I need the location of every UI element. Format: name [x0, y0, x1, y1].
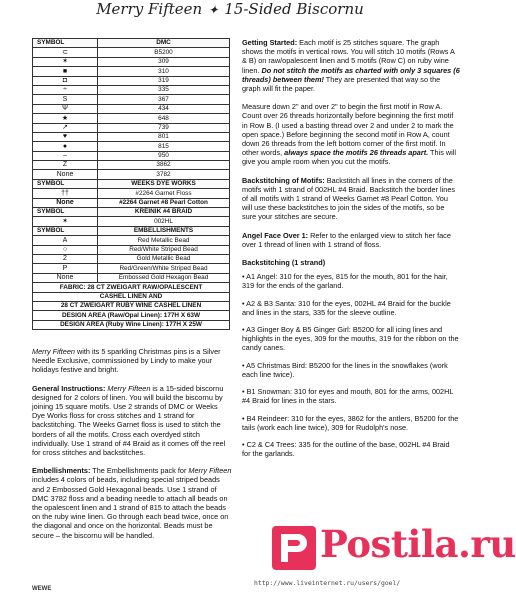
- backstitching-item: • A3 Ginger Boy & B5 Ginger Girl: B5200 for all icing lines and highlights in the eyes, 309 for the mouths, 319 for the ribbon on the candy canes.: [242, 325, 459, 353]
- key-value: B5200: [98, 48, 230, 57]
- key-value: 3782: [98, 170, 230, 179]
- key-symbol: SYMBOL: [33, 226, 98, 235]
- key-row-weeks: [33, 189, 230, 198]
- backstitching-item: • C2 & C4 Trees: 335 for the outline of the base, 002HL #4 Braid for the garlands.: [242, 439, 450, 459]
- backstitching-list: [242, 272, 460, 458]
- embellishments-body: includes 4 colors of beads, including special striped beads and 2 Embossed Gold Hexagonal beads. Use 1 strand of DMC 3782 floss and a beading needle to attach all beads on the opalescent linen and 1 strand of 815 to attach the beads on the ruby wine linen. Go through each bead twice, once on the diagonal and once on the horizontal. Beads must be secure – the biscornu will be handled.: [32, 475, 229, 540]
- left-column: [32, 347, 232, 549]
- backstitching-motifs-heading: Backstitching of Motifs:: [242, 175, 325, 185]
- key-value: DMC: [98, 39, 230, 48]
- angel-face: [242, 231, 460, 249]
- key-row-dmc: [33, 104, 230, 113]
- general-instructions: [32, 384, 232, 458]
- title-right: 15-Sided Biscornu: [224, 0, 364, 18]
- key-fabric-line-3-cell: 28 CT ZWEIGART RUBY WINE CASHEL LINEN: [33, 301, 230, 310]
- key-value: 002HL: [98, 217, 230, 226]
- key-design-area-1: [33, 311, 230, 320]
- key-value: 648: [98, 114, 230, 123]
- key-symbol: Ψ: [33, 104, 98, 113]
- key-value: 319: [98, 76, 230, 85]
- page-title: [0, 0, 460, 20]
- key-symbol: ★: [33, 114, 98, 123]
- key-symbol: 2: [33, 254, 98, 263]
- key-symbol: None: [33, 198, 98, 207]
- key-design-area-2: [33, 320, 230, 329]
- key-value: 950: [98, 151, 230, 160]
- key-row-dmc: [33, 48, 230, 57]
- key-row-embellishment: [33, 264, 230, 273]
- key-value: 434: [98, 104, 230, 113]
- key-symbol: P: [33, 264, 98, 273]
- key-row-dmc: [33, 67, 230, 76]
- key-value: Embossed Gold Hexagon Bead: [98, 273, 230, 282]
- intro-paragraph: [32, 347, 232, 375]
- angel-face-heading: Angel Face Over 1:: [242, 230, 309, 240]
- key-value: 367: [98, 95, 230, 104]
- key-fabric-line-1-cell: FABRIC: 28 CT ZWEIGART RAW/OPALESCENT: [33, 283, 230, 292]
- key-value: WEEKS DYE WORKS: [98, 179, 230, 188]
- key-symbol: SYMBOL: [33, 39, 98, 48]
- key-row-dmc: [33, 76, 230, 85]
- embellishments-pre: The Embellishments pack for: [90, 466, 189, 476]
- getting-started-heading: Getting Started:: [242, 38, 298, 47]
- intro-body: with its 5 sparkling Christmas pins is a Silver Needle Exclusive, commissioned by Lindy to make your holidays festive and bright.: [32, 347, 221, 375]
- key-symbol: SYMBOL: [33, 208, 98, 217]
- postila-mark-icon: [272, 526, 316, 570]
- key-symbol: ✶: [33, 217, 98, 226]
- key-row-dmc: [33, 123, 230, 132]
- symbol-key-table: [32, 38, 230, 330]
- key-row-dmc: [33, 57, 230, 66]
- key-symbol: S: [33, 95, 98, 104]
- key-value: 310: [98, 67, 230, 76]
- measure-emphasis: always space the motifs 26 threads apart.: [282, 148, 429, 158]
- getting-started-emphasis: Do not stitch the motifs as charted with only 3 squares (6 threads) between them!: [242, 65, 460, 84]
- key-row-kreinik: [33, 217, 230, 226]
- getting-started-tail: They are presented that way so the graph will fit the paper.: [242, 74, 441, 94]
- key-row-dmc: [33, 132, 230, 141]
- key-value: #2264 Garnet Floss: [98, 189, 230, 198]
- key-symbol: ♥: [33, 132, 98, 141]
- general-title: Merry Fifteen: [105, 383, 151, 393]
- backstitching-item: • A2 & B3 Santa: 310 for the eyes, 002HL #4 Braid for the buckle and lines in the stars, 335 for the sleeve outline.: [242, 298, 451, 317]
- key-header-dmc: [33, 39, 230, 48]
- key-value: Red Metallic Bead: [98, 236, 230, 245]
- key-header-embellishments: [33, 226, 230, 235]
- embellishments-paragraph: [32, 466, 232, 540]
- key-symbol: None: [33, 273, 98, 282]
- watermark-logo: [272, 520, 516, 578]
- key-value: 335: [98, 85, 230, 94]
- key-symbol: A: [33, 236, 98, 245]
- key-row-dmc: [33, 95, 230, 104]
- backstitching-motifs-body: Backstitch all lines in the corners of the motifs with 1 strand of 002HL #4 Braid. Backstitch the border lines of all motifs with 1 strand of Weeks Garnet #8 Pearl Cotton. You will use these backstitches to join the sides of the motifs, so be sure your stitches are secure.: [242, 175, 456, 222]
- key-value: Gold Metallic Bead: [98, 254, 230, 263]
- title-separator: ✦: [208, 3, 219, 17]
- key-row-dmc: [33, 114, 230, 123]
- key-row-embellishment: [33, 236, 230, 245]
- key-fabric-line-2: [33, 292, 230, 301]
- measure-paragraph: [242, 102, 460, 166]
- backstitching-item: • A1 Angel: 310 for the eyes, 815 for the mouth, 801 for the hair, 319 for the ends of the garland.: [242, 272, 448, 291]
- page-footer-mark: WEWE: [32, 586, 52, 592]
- general-heading: General Instructions:: [32, 383, 106, 393]
- key-design-area-2-cell: DESIGN AREA (Ruby Wine Linen): 177H X 25W: [33, 320, 230, 329]
- key-symbol: ÷: [33, 85, 98, 94]
- key-row-dmc: [33, 85, 230, 94]
- key-value: 739: [98, 123, 230, 132]
- key-value: 815: [98, 142, 230, 151]
- right-column: [242, 38, 460, 466]
- key-symbol: ††: [33, 189, 98, 198]
- measure-body: Measure down 2" and over 2" to begin the first motif in Row A. Count over 26 threads horizontally before beginning the first motif in Row B. (I used a basting thread over 2 and under 2 to mark the open space.) Before beginning the second motif in Row A, count down 26 threads from the left bottom corner of the first motif. In other words,: [242, 102, 454, 158]
- key-row-embellishment: [33, 273, 230, 282]
- embellishments-heading: Embellishments:: [32, 466, 91, 476]
- backstitching-motifs: [242, 176, 460, 222]
- key-row-embellishment: [33, 245, 230, 254]
- key-symbol: ○: [33, 245, 98, 254]
- getting-started: [242, 38, 460, 93]
- key-fabric-line-3: [33, 301, 230, 310]
- key-header-weeks: [33, 179, 230, 188]
- getting-started-body: Each motif is 25 stitches square. The graph shows the motifs in vertical rows. You will stitch 10 motifs (Rows A & B) on raw/opalescent linen and 5 motifs (Row C) on ruby wine linen.: [242, 38, 455, 75]
- key-value: Red/White Striped Bead: [98, 245, 230, 254]
- key-symbol: SYMBOL: [33, 179, 98, 188]
- key-value: 309: [98, 57, 230, 66]
- key-symbol: ↗: [33, 123, 98, 132]
- intro-title: Merry Fifteen: [32, 347, 75, 356]
- key-symbol: ●: [33, 142, 98, 151]
- key-symbol: ■: [33, 67, 98, 76]
- key-row-dmc: [33, 151, 230, 160]
- key-design-area-1-cell: DESIGN AREA (Raw/Opal Linen): 177H X 63W: [33, 311, 230, 320]
- key-symbol: None: [33, 170, 98, 179]
- key-value: Red/Green/White Striped Bead: [98, 264, 230, 273]
- embellishments-title: Merry Fifteen: [188, 466, 232, 476]
- key-value: #2264 Garnet #8 Pearl Cotton: [98, 198, 230, 207]
- key-symbol: ⌢: [33, 151, 98, 160]
- key-row-dmc: [33, 142, 230, 151]
- key-symbol: Z: [33, 161, 98, 170]
- key-value: 801: [98, 132, 230, 141]
- watermark-brand: Postila.ru: [320, 522, 516, 566]
- key-fabric-line-1: [33, 283, 230, 292]
- key-symbol: ⊂: [33, 48, 98, 57]
- backstitching-heading: Backstitching (1 strand): [242, 258, 326, 268]
- key-symbol: ✶: [33, 57, 98, 66]
- backstitching-item: • B1 Snowman: 310 for eyes and mouth, 801 for the arms, 002HL #4 Braid for lines in the stars.: [242, 387, 454, 406]
- key-value: 3862: [98, 161, 230, 170]
- key-fabric-line-2-cell: CASHEL LINEN AND: [33, 292, 230, 301]
- watermark-url: http://www.liveinternet.ru/users/goel/: [254, 579, 401, 587]
- general-body: is a 15-sided biscornu designed for 2 colors of linen. You will build the biscornu by joining 15 square motifs. Use 2 strands of DMC or Weeks Dye Works floss for cross stitches and 1 strand for backstitching. The Weeks Garnet floss is used to stitch the borders of all the motifs. Cross each overdyed stitch individually. Use 1 strand of #4 Braid as it comes off the reel for cross stitches and backstitches.: [32, 383, 226, 458]
- title-left: Merry Fifteen: [96, 0, 203, 18]
- key-row-dmc: [33, 161, 230, 170]
- key-row-embellishment: [33, 254, 230, 263]
- key-symbol: ◘: [33, 76, 98, 85]
- measure-tail: This will give you ample room when you cut the motifs.: [242, 148, 456, 167]
- key-value: KREINIK #4 BRAID: [98, 208, 230, 217]
- angel-face-body: Refer to the enlarged view to stitch her face over 1 thread of linen with 1 strand of floss.: [242, 230, 451, 249]
- backstitching-item: • B4 Reindeer: 310 for the eyes, 3862 for the antlers, B5200 for the tails (work each line twice), 309 for Rudolph's nose.: [242, 413, 459, 432]
- key-header-kreinik: [33, 208, 230, 217]
- backstitching-item: • A5 Christmas Bird: B5200 for the lines in the snowflakes (work each line twice).: [242, 360, 448, 379]
- key-row-dmc: [33, 170, 230, 179]
- key-row-weeks: [33, 198, 230, 207]
- key-value: EMBELLISHMENTS: [98, 226, 230, 235]
